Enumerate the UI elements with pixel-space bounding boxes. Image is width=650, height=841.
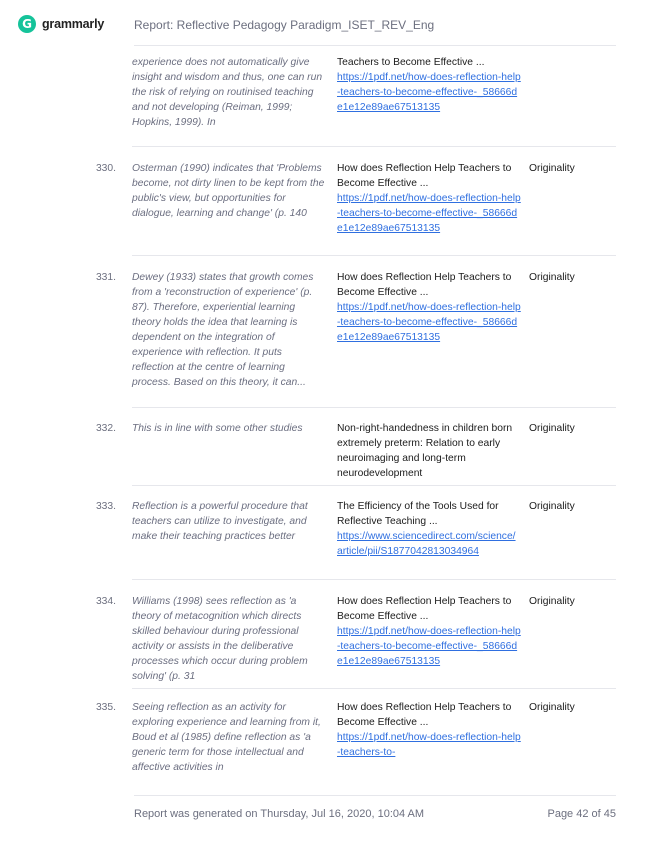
- match-type: Originality: [529, 163, 575, 174]
- table-row: [0, 147, 650, 256]
- report-footer: [0, 795, 650, 841]
- source-link[interactable]: https://1pdf.net/how-does-reflection-help-teachers-to-become-effective-_58666de1e12e89ae67513135: [337, 302, 521, 343]
- row-number: 333.: [95, 501, 116, 512]
- match-type: Originality: [529, 596, 575, 607]
- source-cell: [337, 270, 529, 408]
- row-number: 330.: [95, 163, 116, 174]
- source-title: Teachers to Become Effective ...: [337, 57, 485, 68]
- report-title: Report: Reflective Pedagogy Paradigm_ISET_REV_Eng: [134, 18, 435, 32]
- grammarly-logo: [18, 15, 104, 33]
- header-divider: [134, 45, 616, 46]
- footer-divider: [134, 795, 616, 796]
- source-title: How does Reflection Help Teachers to Become Effective ...: [337, 596, 512, 622]
- table-row: [0, 55, 650, 147]
- row-number: 331.: [95, 272, 116, 283]
- source-link[interactable]: https://1pdf.net/how-does-reflection-help-teachers-to-: [337, 732, 521, 758]
- matched-text: Williams (1998) sees reflection as 'a theory of metacognition which directs skilled behaviour during professional activity or assists in the deliberative processes which occur during problem solving' (p. 31: [132, 596, 308, 682]
- generated-timestamp: Report was generated on Thursday, Jul 16, 2020, 10:04 AM: [134, 808, 425, 820]
- row-number: 334.: [95, 596, 116, 607]
- row-number: 332.: [95, 423, 116, 434]
- source-title: How does Reflection Help Teachers to Become Effective ...: [337, 163, 512, 189]
- table-row: [0, 486, 650, 580]
- page-number: Page 42 of 45: [547, 808, 616, 820]
- matched-text: Seeing reflection as an activity for exploring experience and learning from it, Boud et al (1985) define reflection as 'a generic term for those intellectual and affective activities in: [132, 702, 321, 773]
- matched-text: This is in line with some other studies: [132, 423, 303, 434]
- source-cell: [337, 700, 529, 780]
- match-type: [529, 55, 609, 147]
- matched-text: Dewey (1933) states that growth comes from a 'reconstruction of experience' (p. 87). Therefore, experiential learning theory holds the idea that learning is dependent on the integration of experience with reflection. It puts reflection at the centre of learning process. Based on this theory, it can...: [132, 272, 314, 388]
- source-title: How does Reflection Help Teachers to Become Effective ...: [337, 272, 512, 298]
- source-cell: [337, 499, 529, 580]
- table-row: [0, 256, 650, 408]
- grammarly-g-icon: G: [18, 15, 36, 33]
- source-cell: [337, 421, 529, 486]
- source-link[interactable]: https://www.sciencedirect.com/science/article/pii/S1877042813034964: [337, 531, 516, 557]
- match-type: Originality: [529, 272, 575, 283]
- match-type: Originality: [529, 423, 575, 434]
- matched-text: Reflection is a powerful procedure that teachers can utilize to investigate, and make their teaching practices better: [132, 501, 308, 542]
- report-header: [0, 0, 650, 46]
- source-cell: [337, 594, 529, 689]
- table-row: [0, 689, 650, 780]
- table-row: [0, 408, 650, 486]
- source-cell: [337, 55, 529, 147]
- source-title: The Efficiency of the Tools Used for Reflective Teaching ...: [337, 501, 499, 527]
- source-link[interactable]: https://1pdf.net/how-does-reflection-help-teachers-to-become-effective-_58666de1e12e89ae67513135: [337, 626, 521, 667]
- row-number: [0, 55, 132, 147]
- match-type: Originality: [529, 702, 575, 713]
- match-type: Originality: [529, 501, 575, 512]
- source-link[interactable]: https://1pdf.net/how-does-reflection-help-teachers-to-become-effective-_58666de1e12e89ae67513135: [337, 193, 521, 234]
- table-row: [0, 580, 650, 689]
- source-cell: [337, 161, 529, 256]
- brand-name: grammarly: [42, 17, 105, 31]
- source-title: Non-right-handedness in children born extremely preterm: Relation to early neuroimaging and long-term neurodevelopment: [337, 423, 513, 479]
- row-number: 335.: [95, 702, 116, 713]
- matched-text: Osterman (1990) indicates that 'Problems become, not dirty linen to be kept from the public's view, but opportunities for dialogue, learning and change' (p. 140: [132, 163, 325, 219]
- report-table: [0, 55, 650, 780]
- matched-text: experience does not automatically give insight and wisdom and thus, one can run the risk of relying on routinised teaching and not developing (Reiman, 1999; Hopkins, 1999). In: [132, 57, 323, 128]
- source-title: How does Reflection Help Teachers to Become Effective ...: [337, 702, 512, 728]
- source-link[interactable]: https://1pdf.net/how-does-reflection-help-teachers-to-become-effective-_58666de1e12e89ae67513135: [337, 72, 521, 113]
